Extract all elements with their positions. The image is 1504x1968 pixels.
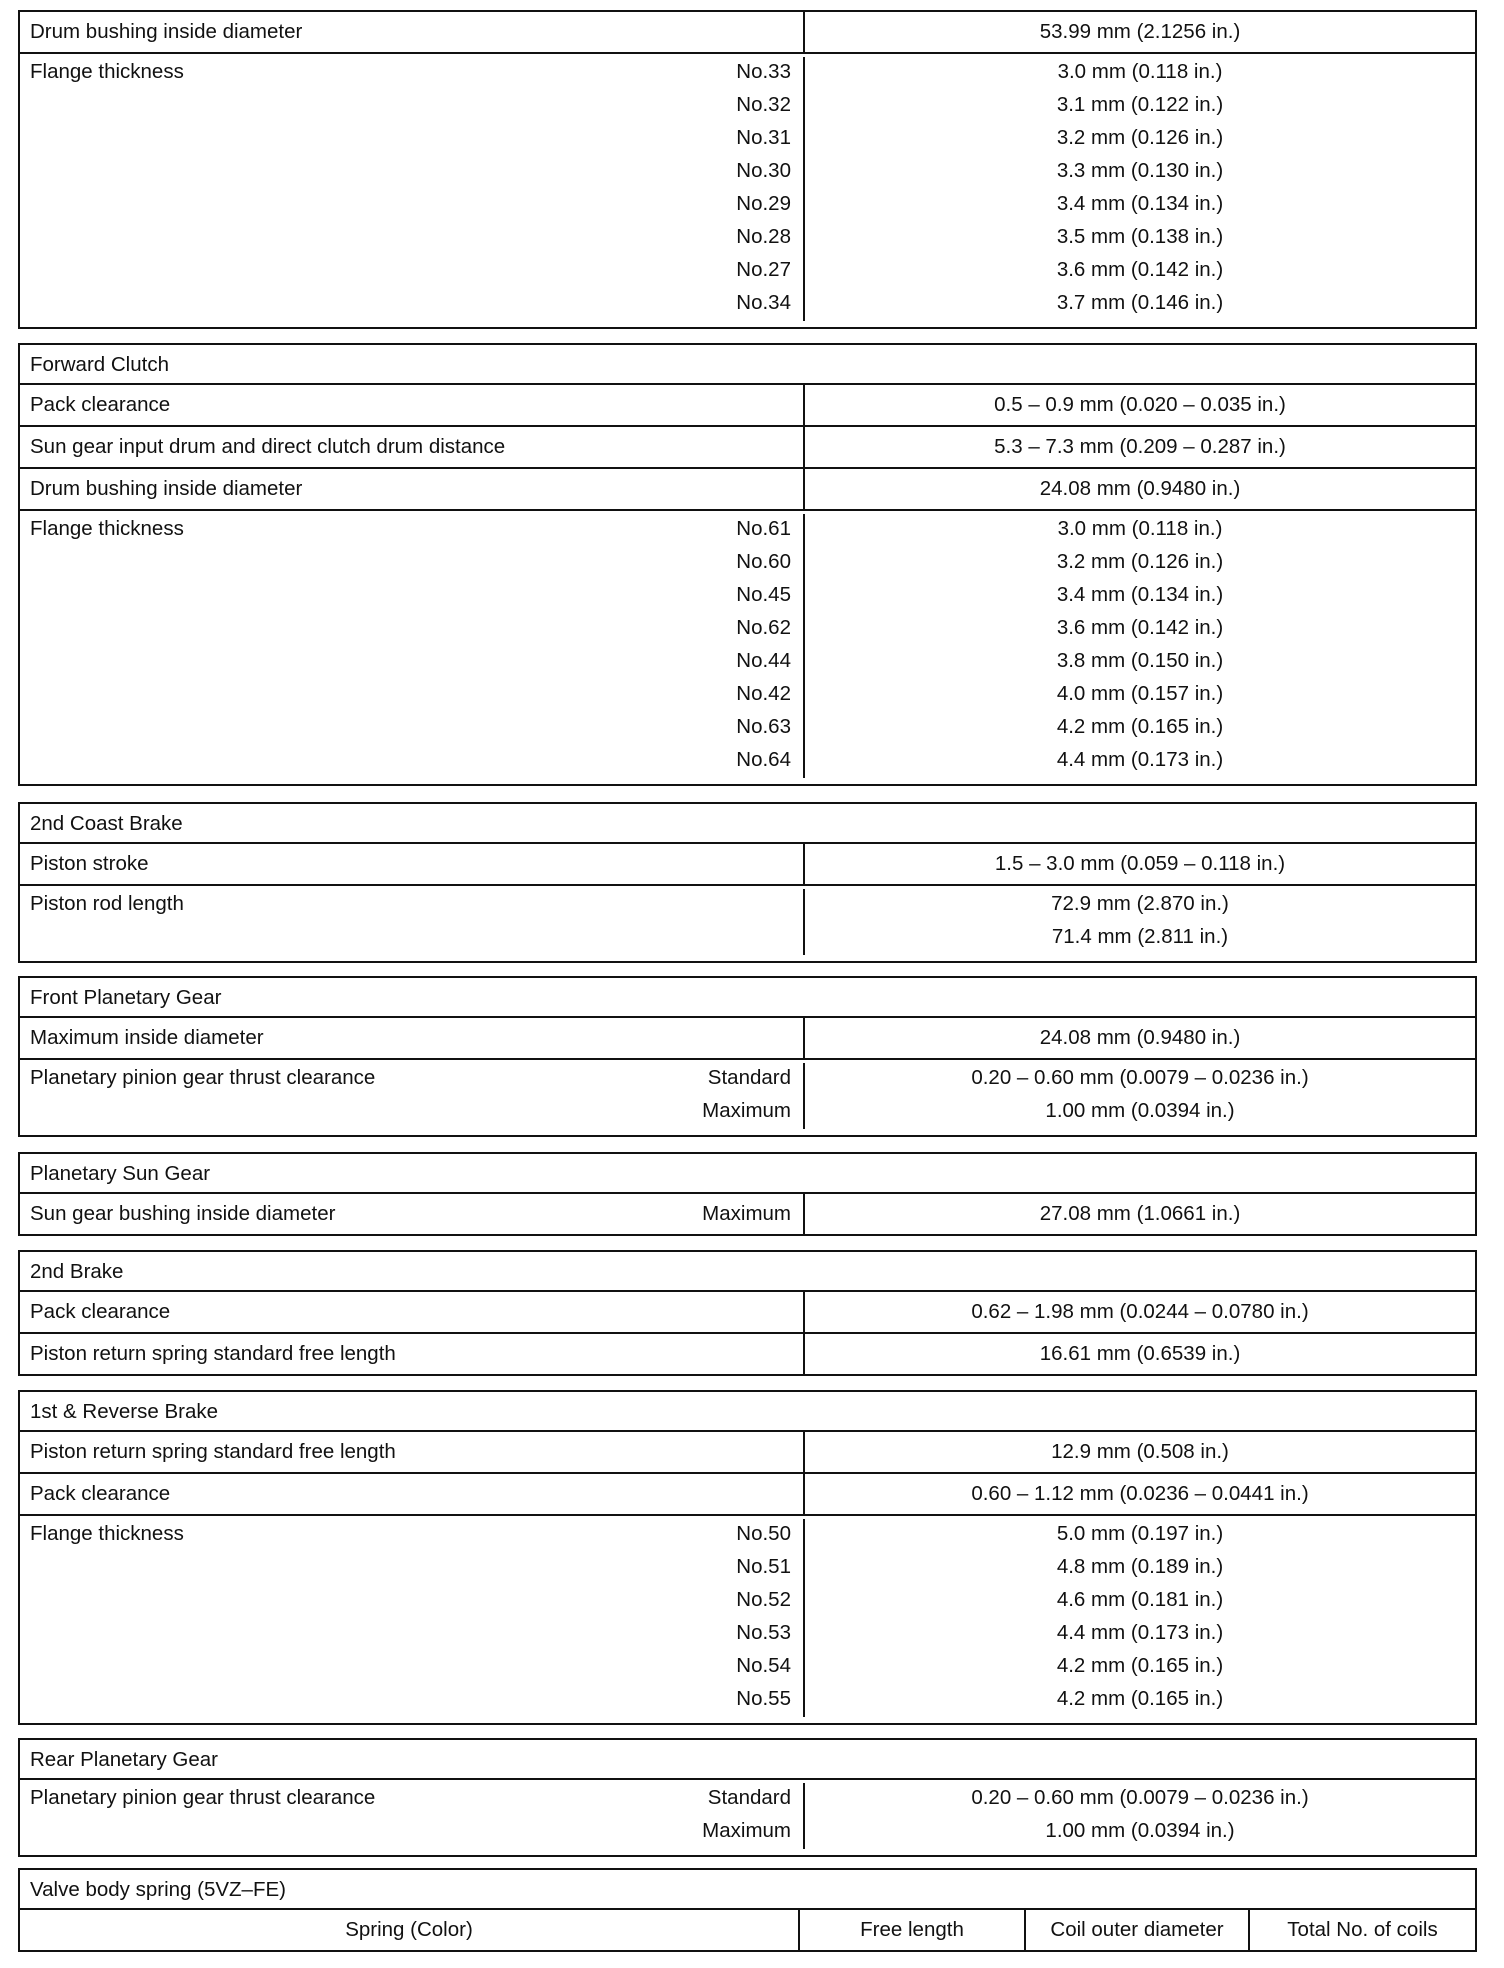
flange-number-list: No.50 No.51 No.52 No.53 No.54 No.55 <box>736 1522 791 1710</box>
flange-value-list: 3.0 mm (0.118 in.) 3.2 mm (0.126 in.) 3.4 mm (0.134 in.) 3.6 mm (0.142 in.) 3.8 mm (0.150 in.) 4.0 mm (0.157 in.) 4.2 mm (0.165 in.) 4.4 mm (0.173 in.) <box>1056 517 1224 771</box>
column-header: Spring (Color) <box>20 1910 800 1950</box>
row-label: Piston stroke <box>30 852 149 875</box>
row-value: 12.9 mm (0.508 in.) <box>1051 1440 1229 1463</box>
first-reverse-brake-table <box>18 1390 1477 1725</box>
row-label: Pack clearance <box>30 1482 171 1505</box>
row-value: 0.60 – 1.12 mm (0.0236 – 0.0441 in.) <box>971 1482 1309 1505</box>
row-value: 53.99 mm (2.1256 in.) <box>1039 20 1241 43</box>
table-row <box>20 1334 1475 1374</box>
row-value: 24.08 mm (0.9480 in.) <box>1039 477 1241 500</box>
row-value: 27.08 mm (1.0661 in.) <box>1039 1202 1241 1225</box>
table-header-row <box>20 1910 1475 1950</box>
row-value: 16.61 mm (0.6539 in.) <box>1039 1342 1241 1365</box>
sun-gear-table <box>18 1152 1477 1236</box>
rear-planetary-table <box>18 1738 1477 1857</box>
row-label: Drum bushing inside diameter <box>20 12 805 52</box>
qualifier: Maximum <box>702 1202 791 1225</box>
table-row <box>20 1780 1475 1855</box>
row-label: Planetary pinion gear thrust clearance <box>30 1066 376 1089</box>
coast-brake-table <box>18 802 1477 963</box>
qualifier: Standard <box>707 1786 791 1809</box>
row-label: Pack clearance <box>30 393 171 416</box>
flange-thickness-row <box>20 511 1475 784</box>
section-title: 1st & Reverse Brake <box>20 1392 1475 1432</box>
section-title: Rear Planetary Gear <box>20 1740 1475 1780</box>
flange-thickness-row <box>20 1516 1475 1723</box>
flange-number-list: No.61 No.60 No.45 No.62 No.44 No.42 No.63 No.64 <box>736 517 791 771</box>
section-title: 2nd Brake <box>20 1252 1475 1292</box>
row-label: Flange thickness <box>30 517 184 540</box>
table-row <box>20 385 1475 427</box>
qualifier: Maximum <box>702 1099 791 1122</box>
row-label: Piston rod length <box>30 892 184 915</box>
second-brake-table <box>18 1250 1477 1376</box>
flange-thickness-row <box>20 54 1475 327</box>
column-header: Free length <box>800 1910 1026 1950</box>
valve-body-spring-table <box>18 1868 1477 1952</box>
table-row <box>20 1060 1475 1135</box>
flange-value-list: 3.0 mm (0.118 in.) 3.1 mm (0.122 in.) 3.2 mm (0.126 in.) 3.3 mm (0.130 in.) 3.4 mm (0.134 in.) 3.5 mm (0.138 in.) 3.6 mm (0.142 in.) 3.7 mm (0.146 in.) <box>1056 60 1224 314</box>
flange-value-list: 5.0 mm (0.197 in.) 4.8 mm (0.189 in.) 4.6 mm (0.181 in.) 4.4 mm (0.173 in.) 4.2 mm (0.165 in.) 4.2 mm (0.165 in.) <box>1056 1522 1224 1710</box>
table-row <box>20 12 1475 54</box>
column-header: Total No. of coils <box>1287 1918 1438 1941</box>
section-title: Front Planetary Gear <box>20 978 1475 1018</box>
table-row <box>20 1474 1475 1516</box>
section-title: 2nd Coast Brake <box>20 804 1475 844</box>
row-label: Pack clearance <box>30 1300 171 1323</box>
table-row <box>20 1018 1475 1060</box>
row-label: Flange thickness No.33 No.32 No.31 No.30 No.29 No.28 No.27 No.34 <box>20 57 805 321</box>
qualifier: Standard <box>707 1066 791 1089</box>
table-row <box>20 1292 1475 1334</box>
row-value: 0.62 – 1.98 mm (0.0244 – 0.0780 in.) <box>971 1300 1309 1323</box>
table-row <box>20 844 1475 886</box>
section-title: Valve body spring (5VZ–FE) <box>20 1870 1475 1910</box>
row-label: Planetary pinion gear thrust clearance <box>30 1786 376 1809</box>
row-label: Sun gear bushing inside diameter <box>30 1202 336 1225</box>
section-title: Forward Clutch <box>20 345 1475 385</box>
table-row <box>20 427 1475 469</box>
qualifier: Maximum <box>702 1819 791 1842</box>
row-label: Sun gear input drum and direct clutch drum distance <box>30 435 506 458</box>
row-value: 0.20 – 0.60 mm (0.0079 – 0.0236 in.) 1.00 mm (0.0394 in.) <box>971 1786 1309 1842</box>
table-row <box>20 469 1475 511</box>
row-value: 5.3 – 7.3 mm (0.209 – 0.287 in.) <box>994 435 1286 458</box>
flange-number-list: No.33 No.32 No.31 No.30 No.29 No.28 No.27 No.34 <box>736 60 791 314</box>
row-value: 0.20 – 0.60 mm (0.0079 – 0.0236 in.) 1.00 mm (0.0394 in.) <box>971 1066 1309 1122</box>
row-label: Piston return spring standard free length <box>30 1440 396 1463</box>
row-label: Drum bushing inside diameter <box>30 477 303 500</box>
row-value: 1.5 – 3.0 mm (0.059 – 0.118 in.) <box>994 852 1286 875</box>
section-title: Planetary Sun Gear <box>20 1154 1475 1194</box>
row-value: 0.5 – 0.9 mm (0.020 – 0.035 in.) <box>994 393 1286 416</box>
row-label: Piston return spring standard free length <box>30 1342 396 1365</box>
row-label: Maximum inside diameter <box>30 1026 264 1049</box>
table-row <box>20 1194 1475 1234</box>
column-header: Coil outer diameter <box>1026 1910 1250 1950</box>
forward-clutch-table <box>18 343 1477 786</box>
table-row <box>20 1432 1475 1474</box>
table-row <box>20 886 1475 961</box>
front-planetary-table <box>18 976 1477 1137</box>
row-value: 72.9 mm (2.870 in.) 71.4 mm (2.811 in.) <box>1051 892 1229 948</box>
row-value: 24.08 mm (0.9480 in.) <box>1039 1026 1241 1049</box>
row-label: Flange thickness <box>30 1522 184 1545</box>
clutch-drum-table <box>18 10 1477 329</box>
